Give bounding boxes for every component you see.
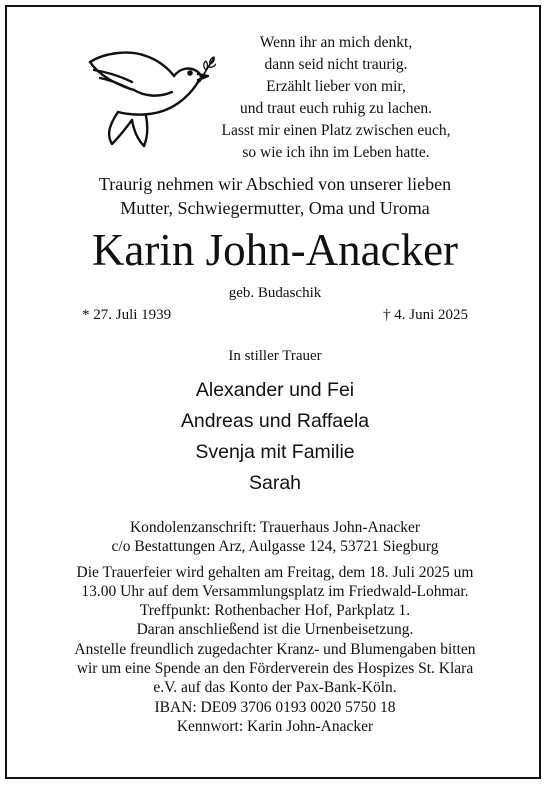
- birth-name: geb. Budaschik: [228, 285, 322, 301]
- family-list: [0, 375, 550, 499]
- detail-line: e.V. auf das Konto der Pax-Bank-Köln.: [153, 679, 397, 697]
- death-date: † 4. Juni 2025: [382, 307, 468, 323]
- detail-line: 13.00 Uhr auf dem Versammlungsplatz im Friedwald-Lohmar.: [81, 582, 469, 600]
- keyword-line: Kennwort: Karin John-Anacker: [176, 717, 374, 735]
- intro-line: Mutter, Schwiegermutter, Oma und Uroma: [120, 198, 430, 218]
- poem-line: Lasst mir einen Platz zwischen euch,: [221, 122, 451, 139]
- detail-line: wir um eine Spende an den Förderverein des Hospizes St. Klara: [76, 660, 474, 678]
- intro-text: [0, 172, 550, 220]
- poem-line: Erzählt lieber von mir,: [266, 78, 406, 95]
- poem-line: Wenn ihr an mich denkt,: [259, 34, 413, 51]
- poem-line: so wie ich ihn im Leben hatte.: [242, 144, 430, 161]
- family-member: Sarah: [248, 472, 302, 494]
- iban-line: IBAN: DE09 3706 0193 0020 5750 18: [154, 698, 396, 716]
- poem-line: und traut euch ruhig zu lachen.: [240, 100, 432, 117]
- family-member: Svenja mit Familie: [195, 441, 355, 463]
- intro-line: Traurig nehmen wir Abschied von unserer lieben: [98, 174, 452, 194]
- poem-block: [196, 32, 476, 164]
- deceased-name: Karin John-Anacker: [91, 225, 459, 275]
- birth-date: * 27. Juli 1939: [82, 307, 172, 323]
- detail-line: Daran anschließend ist die Urnenbeisetzung.: [136, 621, 414, 639]
- condolence-line: Kondolenzanschrift: Trauerhaus John-Anacker: [129, 519, 421, 536]
- mourning-label: In stiller Trauer: [228, 348, 322, 364]
- detail-line: Treffpunkt: Rothenbacher Hof, Parkplatz 1.: [139, 602, 411, 620]
- info-block: [0, 518, 550, 736]
- family-member: Alexander und Fei: [195, 379, 355, 401]
- detail-line: Die Trauerfeier wird gehalten am Freitag, dem 18. Juli 2025 um: [76, 563, 474, 581]
- family-member: Andreas und Raffaela: [180, 410, 370, 432]
- detail-line: Anstelle freundlich zugedachter Kranz- und Blumengaben bitten: [74, 640, 476, 658]
- poem-line: dann seid nicht traurig.: [264, 56, 408, 73]
- condolence-line: c/o Bestattungen Arz, Aulgasse 124, 53721 Siegburg: [111, 538, 439, 556]
